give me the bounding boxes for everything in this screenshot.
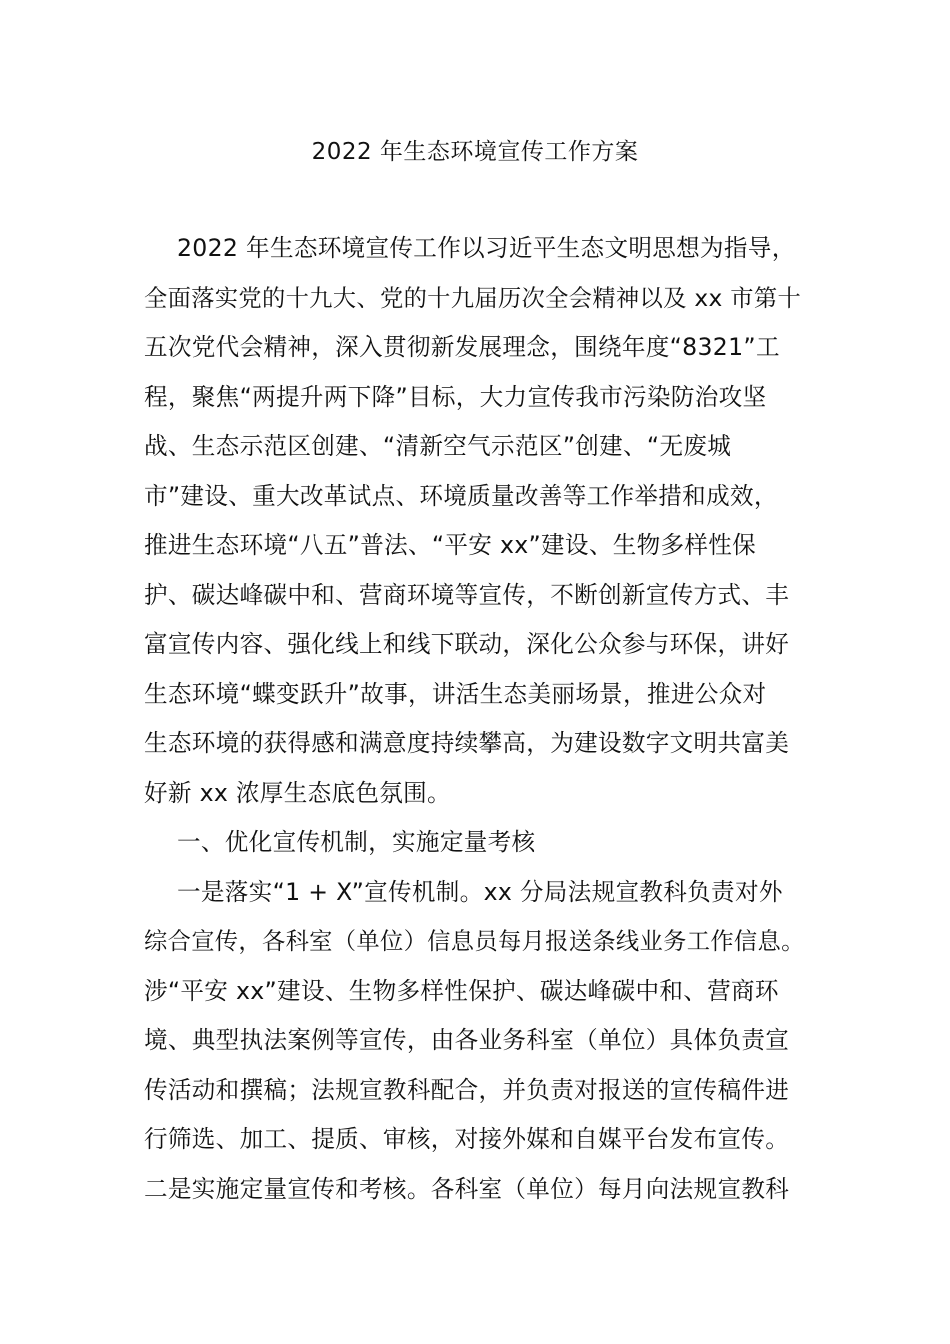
- text-line: 生态环境的获得感和满意度持续攀高，为建设数字文明共富美: [144, 729, 790, 757]
- text-line: 行筛选、加工、提质、审核，对接外媒和自媒平台发布宣传。: [144, 1125, 790, 1153]
- text-line: 五次党代会精神，深入贯彻新发展理念，围绕年度“8321”工: [144, 333, 780, 361]
- text-line: 战、生态示范区创建、“清新空气示范区”创建、“无废城: [144, 432, 732, 460]
- document-title: 2022 年生态环境宣传工作方案: [311, 139, 639, 165]
- text-line: 传活动和撰稿；法规宣教科配合，并负责对报送的宣传稿件进: [144, 1075, 790, 1104]
- text-line: 一、优化宣传机制，实施定量考核: [177, 828, 536, 856]
- text-line: 一是落实“1 + X”宣传机制。xx 分局法规宣教科负责对外: [177, 877, 783, 906]
- text-line: 程，聚焦“两提升两下降”目标，大力宣传我市污染防治攻坚: [144, 382, 767, 411]
- text-line: 富宣传内容、强化线上和线下联动，深化公众参与环保，讲好: [144, 630, 790, 658]
- text-line: 二是实施定量宣传和考核。各科室（单位）每月向法规宣教科: [144, 1174, 790, 1203]
- text-line: 综合宣传，各科室（单位）信息员每月报送条线业务工作信息。: [144, 928, 805, 955]
- text-line: 市”建设、重大改革试点、环境质量改善等工作举措和成效，: [144, 481, 778, 510]
- text-line: 推进生态环境“八五”普法、“平安 xx”建设、生物多样性保: [144, 531, 757, 559]
- text-line: 护、碳达峰碳中和、营商环境等宣传，不断创新宣传方式、丰: [144, 580, 790, 609]
- text-line: 好新 xx 浓厚生态底色氛围。: [144, 778, 451, 807]
- text-line: 全面落实党的十九大、党的十九届历次全会精神以及 xx 市第十: [144, 284, 802, 312]
- document-body: [144, 224, 808, 1214]
- text-line: 2022 年生态环境宣传工作以习近平生态文明思想为指导，: [177, 234, 796, 262]
- text-line: 境、典型执法案例等宣传，由各业务科室（单位）具体负责宣: [144, 1026, 790, 1054]
- text-line: 涉“平安 xx”建设、生物多样性保护、碳达峰碳中和、营商环: [144, 976, 779, 1005]
- text-line: 生态环境“蝶变跃升”故事，讲活生态美丽场景，推进公众对: [144, 679, 767, 708]
